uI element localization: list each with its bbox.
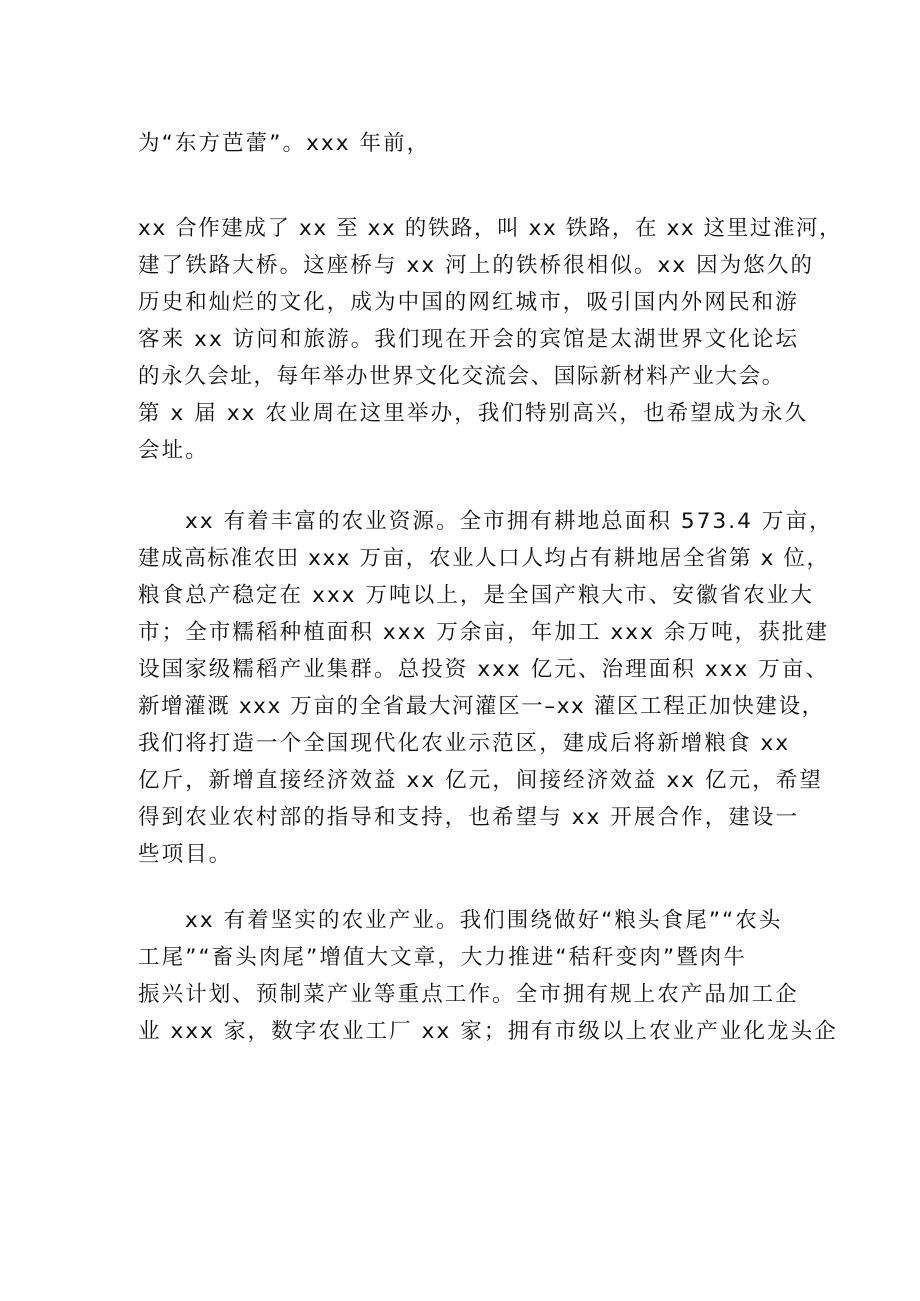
text-line-20: 工尾”“畜头肉尾”增值大文章，大力推进“秸秆变肉”暨肉牛 (138, 945, 747, 970)
text-line-19: xx 有着坚实的农业产业。我们围绕做好“粮头食尾”“农头 (185, 908, 783, 933)
text-line-22: 业 xxx 家，数字农业工厂 xx 家；拥有市级以上农业产业化龙头企 (138, 1019, 838, 1044)
text-line-6: 的永久会址，每年举办世界文化交流会、国际新材料产业大会。 (138, 364, 785, 389)
text-line-17: 得到农业农村部的指导和支持，也希望与 xx 开展合作，建设一 (138, 805, 800, 830)
text-line-10: 建成高标准农田 xxx 万亩，农业人口人均占有耕地居全省第 x 位， (138, 546, 830, 571)
text-line-3: 建了铁路大桥。这座桥与 xx 河上的铁桥很相似。xx 因为悠久的 (138, 253, 815, 278)
text-line-2: xx 合作建成了 xx 至 xx 的铁路，叫 xx 铁路，在 xx 这里过淮河， (138, 216, 843, 241)
text-line-12: 市；全市糯稻种植面积 xxx 万余亩，年加工 xxx 余万吨，获批建 (138, 620, 830, 645)
text-line-21: 振兴计划、预制菜产业等重点工作。全市拥有规上农产品加工企 (138, 982, 799, 1007)
text-line-14: 新增灌溉 xxx 万亩的全省最大河灌区一–xx 灌区工程正加快建设， (138, 694, 825, 719)
text-line-7: 第 x 届 xx 农业周在这里举办，我们特别高兴，也希望成为永久 (138, 401, 809, 426)
text-line-16: 亿斤，新增直接经济效益 xx 亿元，间接经济效益 xx 亿元，希望 (138, 768, 824, 793)
text-line-13: 设国家级糯稻产业集群。总投资 xxx 亿元、治理面积 xxx 万亩、 (138, 657, 830, 682)
text-line-11: 粮食总产稳定在 xxx 万吨以上，是全国产粮大市、安徽省农业大 (138, 583, 814, 608)
text-line-5: 客来 xx 访问和旅游。我们现在开会的宾馆是太湖世界文化论坛 (138, 327, 800, 352)
text-line-15: 我们将打造一个全国现代化农业示范区，建成后将新增粮食 xx (138, 731, 791, 756)
text-line-4: 历史和灿烂的文化，成为中国的网红城市，吸引国内外网民和游 (138, 290, 799, 315)
text-line-9: xx 有着丰富的农业资源。全市拥有耕地总面积 573.4 万亩， (185, 509, 833, 534)
text-line-8: 会址。 (138, 438, 209, 463)
text-line-1: 为“东方芭蕾”。xxx 年前， (138, 131, 431, 156)
text-line-18: 些项目。 (138, 842, 233, 867)
